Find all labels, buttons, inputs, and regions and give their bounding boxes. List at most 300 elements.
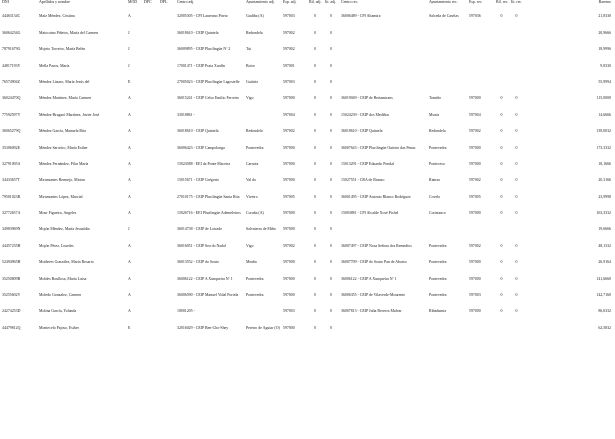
cell-esp-rec: 597003: [469, 293, 481, 298]
cell-ayto-rec: Rianxo: [429, 178, 441, 183]
cell-iti-rec: 0: [515, 293, 518, 298]
cell-baremo: 14,6666: [598, 112, 611, 117]
cell-baremo: 115,0000: [596, 96, 611, 101]
table-row: [0, 260, 615, 276]
cell-iti-adj: 0: [330, 194, 332, 199]
cell-bil-rec: 0: [500, 260, 503, 265]
cell-esp-rec: [467, 227, 494, 243]
cell-ayto-adj: Pereiro de Aguiar (O): [246, 325, 280, 330]
cell-mod: A: [128, 309, 131, 314]
cell-ayto-adj: Carnota: [246, 161, 259, 166]
cell-ayto-adj: Vigo: [246, 96, 254, 101]
cell-iti-rec: 0: [515, 276, 518, 281]
cell-bil-rec: 0: [500, 243, 503, 248]
cell-bil-adj: 0: [314, 112, 316, 117]
cell-esp-rec: [467, 64, 494, 80]
cell-iti-adj: 0: [330, 14, 332, 18]
cell-centro-rec: 15013291 - CEIP Eduardo Pondal: [341, 161, 395, 166]
cell-dpc: [142, 96, 158, 112]
col-header-centro-adj: Centro adj.: [177, 0, 195, 4]
cell-esp-adj: 597003: [283, 14, 295, 18]
cell-iti-rec: 0: [515, 161, 518, 166]
cell-iti-rec: 0: [515, 14, 518, 18]
cell-dpl: [158, 113, 175, 129]
cell-dpc: [142, 326, 158, 342]
col-header-esp-adj: Esp. adj.: [283, 0, 297, 4]
cell-ayto-adj: Meaña: [246, 260, 257, 265]
cell-bil-adj: 0: [314, 178, 316, 183]
cell-bil-adj: 0: [314, 145, 316, 150]
cell-esp-adj: 597000: [283, 178, 295, 183]
table-row: [0, 244, 615, 260]
cell-iti-adj: 0: [330, 325, 332, 330]
cell-dni: 35250809B: [2, 276, 21, 281]
cell-bil-rec: 0: [500, 194, 503, 199]
cell-dni: 32772657A: [2, 211, 21, 216]
cell-dpl: [158, 309, 175, 325]
cell-centro-adj: 32016029 - CEIP Ben-Cho-Shey: [177, 325, 229, 330]
cell-dni: 36064234G: [2, 30, 21, 35]
cell-centro-adj: 36016051 - CEIP Sea do Nadal: [177, 243, 226, 248]
cell-mod: J: [128, 30, 130, 35]
cell-mod: A: [128, 260, 131, 265]
cell-mod: A: [128, 129, 131, 134]
cell-dni: 79501023R: [2, 194, 21, 199]
cell-baremo: 20,9666: [598, 30, 611, 35]
cell-iti-rec: 0: [515, 260, 518, 265]
cell-iti-adj: 0: [330, 293, 332, 298]
cell-ayto-adj: Pontevedra: [246, 293, 264, 298]
cell-esp-adj: 597002: [283, 30, 295, 35]
cell-centro-rec: 36006355 - CEIP de Vilaverde-Mourente: [341, 293, 406, 298]
cell-dpl: [158, 195, 175, 211]
cell-iti-rec: 0: [515, 129, 518, 134]
cell-bil-adj: 0: [314, 325, 316, 330]
cell-dni: 44817193V: [2, 63, 21, 68]
col-header-dni: DNI: [2, 0, 9, 4]
cell-dpc: [142, 178, 158, 194]
cell-centro-adj: 36006122 - CEIP A Xunqueira Nº 1: [177, 276, 233, 281]
cell-dpc: [142, 162, 158, 178]
cell-dpl: [158, 326, 175, 342]
cell-bil-rec: 0: [500, 178, 503, 183]
cell-mod: A: [128, 145, 131, 150]
cell-dpc: [142, 47, 158, 63]
cell-iti-rec: [509, 80, 524, 96]
cell-centro-rec: 36007497 - CEIP Nosa Señora dos Remedios: [341, 243, 412, 248]
cell-esp-adj: 597000: [283, 325, 295, 330]
cell-ayto-rec: Salceda de Caselas: [429, 14, 459, 18]
cell-bil-adj: 0: [314, 293, 316, 298]
cell-esp-adj: 597002: [283, 129, 295, 134]
cell-bil-rec: 0: [500, 309, 503, 314]
cell-dpl: [158, 146, 175, 162]
cell-mod: A: [128, 243, 131, 248]
cell-bil-adj: 0: [314, 79, 316, 84]
table-row: [0, 309, 615, 325]
cell-esp-rec: 597000: [469, 96, 481, 101]
cell-esp-rec: 597000: [469, 211, 481, 216]
cell-mod: A: [128, 96, 131, 101]
cell-name: Miramontes López, Marcial: [39, 194, 83, 199]
col-header-esp-rec: Esp. rec.: [469, 0, 483, 4]
cell-dpc: [142, 64, 158, 80]
cell-bil-adj: 0: [314, 14, 316, 18]
cell-dpc: [142, 244, 158, 260]
table-row: [0, 293, 615, 309]
table-row: [0, 129, 615, 145]
table-row: [0, 195, 615, 211]
cell-iti-adj: 0: [330, 145, 332, 150]
cell-bil-adj: 0: [314, 243, 316, 248]
cell-mod: A: [128, 276, 131, 281]
cell-ayto-rec: Pontevedra: [429, 293, 447, 298]
cell-bil-adj: 0: [314, 96, 316, 101]
cell-dni: 32791005A: [2, 161, 21, 166]
cell-iti-adj: 0: [330, 276, 332, 281]
col-header-centro-rec: Centro rec.: [341, 0, 359, 4]
cell-esp-adj: 597000: [283, 211, 295, 216]
cell-bil-adj: 0: [314, 211, 316, 216]
cell-dni: 24274253D: [2, 309, 21, 314]
cell-bil-rec: 0: [500, 145, 503, 150]
table-row: [0, 146, 615, 162]
cell-bil-adj: 0: [314, 47, 316, 52]
cell-name: Mojón Méndez, María Jesualdin: [39, 227, 90, 232]
cell-dpc: [142, 146, 158, 162]
cell-mod: A: [128, 194, 131, 199]
cell-dpc: [142, 129, 158, 145]
cell-centro-adj: 36015241 - CEIP Celso Emilio Ferreiro: [177, 96, 239, 101]
cell-dpl: [158, 129, 175, 145]
cell-mod: A: [128, 211, 131, 216]
cell-centro-rec: 15024239 - CEIP dos Medíños: [341, 112, 390, 117]
cell-esp-adj: 597001: [283, 63, 295, 68]
cell-bil-adj: 0: [314, 276, 316, 281]
cell-ayto-adj: Boiro: [246, 63, 255, 68]
cell-ayto-adj: Pontevedra: [246, 145, 264, 150]
cell-dni: 76574904Z: [2, 79, 20, 84]
cell-esp-rec: 597002: [469, 243, 481, 248]
cell-centro-adj: 15015671 - CEIP Grégorio: [177, 178, 220, 183]
table-row: [0, 96, 615, 112]
cell-dpc: [142, 227, 158, 243]
col-header-ayto-rec: Ayuntamiento rec.: [429, 0, 458, 4]
cell-centro-rec: 15003881 - CPI Alcalde Xosé Pichel: [341, 211, 399, 216]
cell-esp-adj: 597000: [283, 227, 295, 232]
cell-esp-rec: 597000: [469, 145, 481, 150]
cell-dni: 35255602V: [2, 293, 21, 298]
cell-bil-rec: [494, 227, 509, 243]
cell-bil-rec: 0: [500, 112, 503, 117]
cell-iti-adj: 0: [330, 211, 332, 216]
cell-bil-adj: 0: [314, 161, 316, 166]
cell-name: Miramontes Bermejo, Mirian: [39, 178, 85, 183]
cell-name: Moledo Gonzalez, Carmen: [39, 293, 82, 298]
cell-ayto-adj: Pontevedra: [246, 276, 264, 281]
cell-centro-rec: 36001495 - CEIP Antonio Blanco Rodríguez: [341, 194, 411, 199]
cell-iti-rec: 0: [515, 112, 518, 117]
table-row: [0, 47, 615, 63]
cell-iti-rec: [509, 227, 524, 243]
cell-bil-rec: [494, 64, 509, 80]
col-header-baremo: Baremo: [598, 0, 611, 4]
cell-mod: A: [128, 161, 131, 166]
cell-iti-rec: 0: [515, 211, 518, 216]
cell-baremo: 141,6660: [596, 276, 611, 281]
cell-centro-adj: 36014738 - CEIP de Loirado: [177, 227, 223, 232]
table-row: [0, 31, 615, 47]
cell-esp-adj: 597004: [283, 112, 295, 117]
cell-mod: A: [128, 14, 131, 18]
cell-dpc: [142, 195, 158, 211]
cell-iti-adj: 0: [330, 30, 332, 35]
cell-centro-rec: [339, 80, 427, 96]
cell-dpc: [142, 113, 158, 129]
cell-ayto-rec: Ribadumia: [429, 309, 447, 314]
cell-dpl: [158, 80, 175, 96]
cell-esp-adj: 597005: [283, 194, 295, 199]
cell-baremo: 173,3332: [596, 145, 611, 150]
cell-bil-adj: 0: [314, 30, 316, 35]
cell-ayto-rec: Covelo: [429, 194, 441, 199]
cell-ayto-rec: Pontevedra: [429, 276, 447, 281]
cell-name: Méndez-Bragaró Martínez, Javier José: [39, 112, 100, 117]
cell-dpl: [158, 47, 175, 63]
cell-baremo: 86,6332: [598, 309, 611, 314]
cell-baremo: 55,9994: [598, 79, 611, 84]
cell-ayto-adj: Redondela: [246, 129, 263, 134]
cell-baremo: 62,5832: [598, 325, 611, 330]
cell-esp-adj: 597000: [283, 145, 295, 150]
cell-name: Mour Figueira, Ángeles: [39, 211, 77, 216]
cell-ayto-adj: Gudiña (A): [246, 14, 264, 18]
cell-iti-adj: 0: [330, 161, 332, 166]
cell-ayto-adj: Coruña (A): [246, 211, 264, 216]
cell-mod: E: [128, 79, 131, 84]
table-row: [0, 80, 615, 96]
cell-mod: J: [128, 227, 130, 232]
cell-bil-adj: 0: [314, 63, 316, 68]
cell-ayto-rec: Pontevedra: [429, 260, 447, 265]
cell-name: Mella Pazos, María: [39, 63, 70, 68]
col-header-iti-rec: Iti. rec.: [511, 0, 523, 4]
cell-esp-adj: 597000: [283, 96, 295, 101]
cell-ayto-rec: Ponteceso: [429, 161, 445, 166]
cell-mod: J: [128, 47, 130, 52]
cell-name: Maíz Méndez, Cristina: [39, 14, 75, 18]
cell-mod: A: [128, 293, 131, 298]
cell-baremo: 23,9998: [598, 194, 611, 199]
cell-esp-rec: 597005: [469, 194, 481, 199]
cell-iti-rec: 0: [515, 96, 518, 101]
cell-iti-rec: [509, 64, 524, 80]
cell-dpl: [158, 260, 175, 276]
cell-esp-adj: 597000: [283, 161, 295, 166]
cell-mod: J: [128, 63, 130, 68]
cell-ayto-rec: [427, 31, 467, 47]
cell-centro-adj: 15026716 - EEI Plurilingüe Ademeleiros: [177, 211, 241, 216]
cell-ayto-rec: Muxía: [429, 112, 440, 117]
cell-esp-rec: 597004: [469, 112, 481, 117]
cell-esp-rec: [467, 326, 494, 342]
cell-dpl: [158, 14, 175, 31]
cell-centro-adj: 36013552 - CEIP do Souto: [177, 260, 220, 265]
cell-iti-rec: [509, 31, 524, 47]
cell-ayto-rec: [427, 326, 467, 342]
cell-centro-adj: 18001205 -: [177, 309, 195, 314]
cell-ayto-rec: Redondela: [429, 129, 446, 134]
cell-dpc: [142, 277, 158, 293]
table-body: [0, 14, 615, 342]
cell-esp-rec: 597000: [469, 276, 481, 281]
col-header-dpc: DPC: [144, 0, 152, 4]
cell-dpc: [142, 14, 158, 31]
cell-name: Méndez Sarceiro, María Esther: [39, 145, 88, 150]
cell-name: Méndez Lázaro, María Jesús del: [39, 79, 90, 84]
col-header-mod: MOD: [128, 0, 138, 4]
cell-dpl: [158, 227, 175, 243]
cell-bil-adj: 0: [314, 129, 316, 134]
table-row: [0, 211, 615, 227]
cell-centro-rec: [339, 326, 427, 342]
cell-ayto-rec: [427, 47, 467, 63]
cell-centro-rec: [339, 31, 427, 47]
cell-esp-adj: 597002: [283, 47, 295, 52]
cell-ayto-rec: [427, 80, 467, 96]
cell-dni: 44463134C: [2, 14, 21, 18]
cell-dpl: [158, 96, 175, 112]
cell-mod: A: [128, 112, 131, 117]
cell-name: Méndez Fernández, Pilar María: [39, 161, 89, 166]
cell-mod: A: [128, 178, 131, 183]
cell-baremo: 48,1332: [598, 243, 611, 248]
cell-bil-rec: 0: [500, 161, 503, 166]
cell-esp-rec: 597002: [469, 129, 481, 134]
cell-dpl: [158, 293, 175, 309]
cell-bil-adj: 0: [314, 309, 316, 314]
cell-dni: 34433657T: [2, 178, 20, 183]
table-row: [0, 113, 615, 129]
cell-dpl: [158, 244, 175, 260]
cell-esp-adj: 597003: [283, 309, 295, 314]
cell-esp-rec: [467, 80, 494, 96]
cell-centro-adj: 32005305 - CPI Laureano Prieto: [177, 14, 228, 18]
cell-iti-adj: 0: [330, 96, 332, 101]
cell-esp-rec: [467, 31, 494, 47]
table-row: [0, 14, 615, 31]
cell-dpc: [142, 260, 158, 276]
cell-iti-rec: 0: [515, 178, 518, 183]
header-row: [0, 0, 615, 14]
cell-name: Montecelo Pajoso, Esther: [39, 325, 79, 330]
cell-iti-adj: 0: [330, 260, 332, 265]
cell-bil-rec: 0: [500, 276, 503, 281]
cell-dni: 44479812Q: [2, 325, 21, 330]
cell-ayto-adj: Salvaterra de Miño: [246, 227, 276, 232]
cell-dni: 78791679G: [2, 47, 21, 52]
cell-centro-rec: 36007709 - CEIP do Souto Pan de Abaixo: [341, 260, 407, 265]
cell-name: Méndez García, Manuela Rita: [39, 129, 86, 134]
cell-iti-adj: 0: [330, 178, 332, 183]
cell-baremo: 26,9164: [598, 260, 611, 265]
cell-ayto-adj: Val do: [246, 178, 257, 183]
cell-name: Moiñeres González, María Rosario: [39, 260, 94, 265]
cell-name: Maiocaino Piñeiro, María del Carmen: [39, 30, 99, 35]
cell-centro-adj: 27005023 - CEIP Plurilingüe Lagostelle: [177, 79, 240, 84]
cell-ayto-adj: Redondela: [246, 30, 263, 35]
cell-bil-adj: 0: [314, 260, 316, 265]
cell-centro-adj: 36006423 - CEIP Campolongo: [177, 145, 226, 150]
cell-dni: 36065279Q: [2, 129, 21, 134]
col-header-iti-adj: Iti. adj.: [325, 0, 337, 4]
cell-baremo: 21,8330: [598, 14, 611, 18]
cell-iti-rec: 0: [515, 145, 518, 150]
cell-esp-adj: 597000: [283, 293, 295, 298]
cell-name: Molina García, Yolanda: [39, 309, 77, 314]
cell-name: Mojón Pérez, Lourdes: [39, 243, 74, 248]
cell-bil-rec: 0: [500, 293, 503, 298]
cell-iti-adj: 0: [330, 112, 332, 117]
cell-centro-adj: 36009895 - CEIP Plurilingüe Nº 2: [177, 47, 231, 52]
cell-bil-adj: 0: [314, 194, 316, 199]
cell-centro-adj: 15024588 - EEI da Ponte Maceira: [177, 161, 231, 166]
cell-name: Méndez Martínez, María Carmen: [39, 96, 92, 101]
cell-esp-adj: 597003: [283, 79, 295, 84]
cell-dni: 35306092E: [2, 145, 20, 150]
cell-baremo: 163,3332: [596, 211, 611, 216]
cell-ayto-rec: Pontevedra: [429, 145, 447, 150]
cell-bil-rec: [494, 47, 509, 63]
cell-dpl: [158, 64, 175, 80]
cell-bil-adj: 0: [314, 227, 316, 232]
cell-centro-rec: 36018610 - CEIP Quintela: [341, 129, 383, 134]
cell-ayto-adj: Guitiriz: [246, 79, 259, 84]
cell-iti-rec: 0: [515, 309, 518, 314]
cell-centro-rec: 36006489 - CPI Altamira: [341, 14, 381, 18]
cell-baremo: 18,1666: [598, 161, 611, 166]
cell-dni: 52494965H: [2, 260, 21, 265]
cell-ayto-adj: Vigo: [246, 243, 254, 248]
col-header-name: Apellidos y nombre: [39, 0, 70, 4]
cell-bil-rec: [494, 80, 509, 96]
cell-esp-rec: [467, 47, 494, 63]
cell-iti-rec: [509, 47, 524, 63]
cell-esp-rec: 597000: [469, 161, 481, 166]
cell-dpl: [158, 178, 175, 194]
cell-centro-adj: 36018610 - CEIP Quintela: [177, 129, 219, 134]
cell-centro-adj: 17001471 - CEIP Praia Xardín: [177, 63, 225, 68]
cell-mod: E: [128, 325, 131, 330]
cell-ayto-adj: [244, 113, 281, 129]
cell-centro-rec: 36006122 - CEIP A Xunqueira Nº 1: [341, 276, 397, 281]
cell-ayto-rec: Tomiño: [429, 96, 442, 101]
col-header-bil-rec: Bil. rec.: [496, 0, 509, 4]
cell-dni: 36024470Q: [2, 96, 21, 101]
cell-ayto-adj: [244, 309, 281, 325]
cell-esp-adj: 597000: [283, 260, 295, 265]
cell-centro-adj: 36006590 - CEIP Manuel Vidal Portela: [177, 293, 239, 298]
table-row: [0, 64, 615, 80]
cell-esp-rec: 597036: [469, 14, 481, 18]
cell-ayto-adj: Viveiro: [246, 194, 258, 199]
cell-ayto-rec: Coristanco: [429, 211, 446, 216]
table-row: [0, 277, 615, 293]
cell-ayto-rec: [427, 64, 467, 80]
cell-baremo: 9,8330: [600, 63, 611, 68]
cell-dpc: [142, 80, 158, 96]
col-header-ayto-adj: Ayuntamiento adj.: [246, 0, 275, 4]
